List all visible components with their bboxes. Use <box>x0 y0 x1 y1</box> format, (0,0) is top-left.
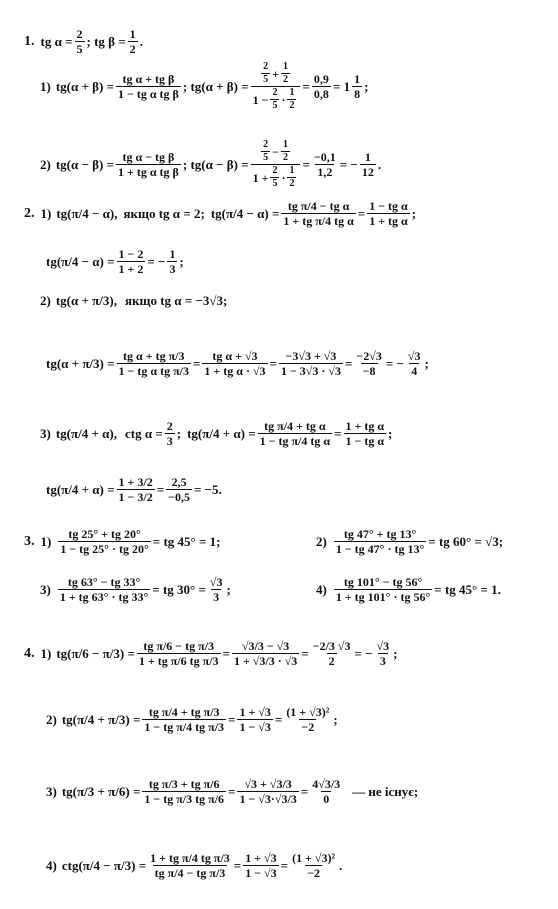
problem-3-item-3: 3) $\frac{tg 63^\circ - tg 33^\circ}{1 + tg 63^\circ \cdot tg 33^\circ}$ = tg 30° = $\frac{√3}{3}$ ; <box>40 575 231 604</box>
problem-4-item-1: 4. 1) tg(π/6 − π/3) = $\frac{\text{tg π/6 − tg π/3}}{\text{1 + tg π/6 tg π/3}}$ = $\frac{√3/3 - √3}{1 + √3/3 \cdot √3}$ = $\frac{-2/3 √3}{2}$ = − $\frac{√3}{3}$ ; <box>24 639 398 668</box>
fraction: $\frac{\text{tg π/4 + tg π/3}}{\text{1 − tg π/4 tg π/3}}$ <box>144 705 225 734</box>
fraction: $\frac{√3 + √3/3}{1 - √3\cdot√3/3}$ <box>239 777 297 806</box>
fraction: $\frac{tg 101^\circ - tg 56^\circ}{1 + tg 101^\circ \cdot tg 56^\circ}$ <box>335 575 431 604</box>
fraction: $\frac{4√3/3}{0}$ <box>312 777 341 806</box>
problem-3-item-2: 2) $\frac{tg 47^\circ + tg 13^\circ}{1 - tg 47^\circ \cdot tg 13^\circ}$ = tg 60° = √3; <box>316 527 504 556</box>
fraction: $\frac{tg 25^\circ + tg 20^\circ}{1 - tg 25^\circ \cdot tg 20^\circ}$ <box>60 527 149 556</box>
fraction: $\frac{-2/3 √3}{2}$ <box>312 639 351 668</box>
fraction: $\frac{0,9}{0,8}$ <box>313 72 329 101</box>
problem-4-item-4: 4) ctg(π/4 − π/3) = $\frac{\text{1 + tg π/4 tg π/3}}{\text{tg π/4 − tg π/3}}$ = $\frac{1 + √3}{1 - √3}$ = $\frac{\text{(1 + √3)²}}{-2}$ . <box>46 851 343 880</box>
fraction: $\frac{2}{5}$ <box>76 27 83 56</box>
problem-number: 4. <box>24 645 35 661</box>
fraction: $\frac{2}{3}$ <box>166 419 173 448</box>
fraction: $\frac{\text{tg π/3 + tg π/6}}{\text{1 − tg π/3 tg π/6}}$ <box>144 777 225 806</box>
fraction: $\frac{\text{(1 + √3)²}}{-2}$ <box>286 705 330 734</box>
fraction: $\frac{-0,1}{1,2}$ <box>313 150 336 179</box>
fraction: $\frac{-3√3 + √3}{1 - 3√3 \cdot √3}$ <box>280 349 341 378</box>
fraction: $\frac{1 - 2}{1 + 2}$ <box>118 247 144 276</box>
fraction: $\frac{\text{1 + tg π/4 tg π/3}}{\text{tg π/4 − tg π/3}}$ <box>150 851 230 880</box>
fraction: $\frac{\text{tg π/6 − tg π/3}}{\text{1 + tg π/6 tg π/3}}$ <box>138 639 219 668</box>
fraction: $\frac{√3}{3}$ <box>209 575 223 604</box>
problem-2-item-2-solution: tg(α + π/3) = $\frac{\text{tg α + tg π/3}}{\text{1 − tg α tg π/3}}$ = $\frac{\text{tg α + √3}}{\text{1 + tg α · √3}}$ = $\frac{-3√3 + √3}{1 - 3√3 \cdot √3}$ = $\frac{-2√3}{-8}$ = − $\frac{√3}{4}$ ; <box>46 349 429 378</box>
problem-number: 3. <box>24 533 35 549</box>
fraction: $\frac{-2√3}{-8}$ <box>356 349 382 378</box>
fraction: $\frac{\text{tg π/4 − tg α}}{\text{1 + tg π/4 tg α}}$ <box>283 199 354 228</box>
problem-3-item-4: 4) $\frac{tg 101^\circ - tg 56^\circ}{1 + tg 101^\circ \cdot tg 56^\circ}$ = tg 45° = 1. <box>316 575 501 604</box>
fraction: $\frac{\text{(1 + √3)²}}{-2}$ <box>292 851 336 880</box>
compound-fraction: $\frac{2}{5}$ + $\frac{1}{2}$ 1 − $\frac{2}{5}$ · $\frac{1}{2}$ <box>251 62 301 111</box>
fraction: $\frac{\text{1 + tg α}}{\text{1 − tg α}}$ <box>345 419 385 448</box>
problem-2-item-2: 2) tg(α + π/3), якщо tg α = −3√3; <box>40 293 228 308</box>
fraction: $\frac{\text{1 − tg α}}{\text{1 + tg α}}$ <box>369 199 408 228</box>
fraction: $\frac{tg 63^\circ - tg 33^\circ}{1 + tg 63^\circ \cdot tg 33^\circ}$ <box>59 575 149 604</box>
fraction: $\frac{1 + √3}{1 - √3}$ <box>245 851 277 880</box>
fraction: $\frac{\text{tg α − tg β}}{\text{1 + tg α tg β}}$ <box>118 150 179 179</box>
problem-number: 1. <box>24 33 35 49</box>
fraction: $\frac{1 + √3}{1 - √3}$ <box>239 705 271 734</box>
fraction: $\frac{√3}{3}$ <box>376 639 390 668</box>
problem-2-item-3: 3) tg(π/4 + α), ctg α = $\frac{2}{3}$ ; tg(π/4 + α) = $\frac{\text{tg π/4 + tg α}}{\text{1 − tg π/4 tg α}}$ = $\frac{\text{1 + tg α}}{\text{1 − tg α}}$ ; <box>40 419 393 448</box>
problem-2-item-1: 2. 1) tg(π/4 − α), якщо tg α = 2; tg(π/4 − α) = $\frac{\text{tg π/4 − tg α}}{\text{1 + tg π/4 tg α}}$ = $\frac{\text{1 − tg α}}{\text{1 + tg α}}$ ; <box>24 199 417 228</box>
fraction: $\frac{\text{tg α + tg β}}{\text{1 − tg α tg β}}$ <box>118 72 179 101</box>
fraction: $\frac{2,5}{-0,5}$ <box>168 475 190 504</box>
fraction: $\frac{√3}{4}$ <box>407 349 421 378</box>
problem-1-item-2: 2) tg(α − β) = $\frac{\text{tg α − tg β}}{\text{1 + tg α tg β}}$ ; tg(α − β) = $\frac{2}{5}$ − $\frac{1}{2}$ 1 + $\frac{2}{5}$ · $\frac{1}{2}$ = $\frac{-0,1}{1,2}$ = − $\frac{1}{12}$ . <box>40 139 382 189</box>
problem-1-statement: 1. tg α = $\frac{2}{5}$ ; tg β = $\frac{1}{2}$ . <box>24 27 143 56</box>
fraction: $\frac{1}{3}$ <box>169 247 176 276</box>
fraction: $\frac{\text{tg α + √3}}{\text{1 + tg α · √3}}$ <box>204 349 266 378</box>
fraction: $\frac{√3/3 - √3}{1 + √3/3 \cdot √3}$ <box>233 639 298 668</box>
fraction: $\frac{tg 47^\circ + tg 13^\circ}{1 - tg 47^\circ \cdot tg 13^\circ}$ <box>335 527 425 556</box>
fraction: $\frac{1}{2}$ <box>129 27 136 56</box>
problem-2-item-1-result: tg(π/4 − α) = $\frac{1 - 2}{1 + 2}$ = − $\frac{1}{3}$ ; <box>46 247 184 276</box>
fraction: $\frac{1}{12}$ <box>361 150 374 179</box>
fraction: $\frac{\text{tg π/4 + tg α}}{\text{1 − tg π/4 tg α}}$ <box>259 419 331 448</box>
fraction: $\frac{\text{tg α + tg π/3}}{\text{1 − tg α tg π/3}}$ <box>118 349 189 378</box>
compound-fraction: $\frac{2}{5}$ − $\frac{1}{2}$ 1 + $\frac{2}{5}$ · $\frac{1}{2}$ <box>251 140 301 189</box>
problem-4-item-3: 3) tg(π/3 + π/6) = $\frac{\text{tg π/3 + tg π/6}}{\text{1 − tg π/3 tg π/6}}$ = $\frac{√3 + √3/3}{1 - √3\cdot√3/3}$ = $\frac{4√3/3}{0}$ — не існує; <box>46 777 419 806</box>
fraction: $\frac{1 + 3/2}{1 - 3/2}$ <box>118 475 153 504</box>
problem-3-item-1: 3. 1) $\frac{tg 25^\circ + tg 20^\circ}{1 - tg 25^\circ \cdot tg 20^\circ}$ = tg 45° = 1; <box>24 527 221 556</box>
problem-1-item-1: 1) tg(α + β) = $\frac{\text{tg α + tg β}}{\text{1 − tg α tg β}}$ ; tg(α + β) = $\frac{2}{5}$ + $\frac{1}{2}$ 1 − $\frac{2}{5}$ · $\frac{1}{2}$ = $\frac{0,9}{0,8}$ = 1 $\frac{1}{8}$ ; <box>40 61 369 111</box>
fraction: $\frac{1}{8}$ <box>354 72 361 101</box>
problem-2-item-3-result: tg(π/4 + α) = $\frac{1 + 3/2}{1 - 3/2}$ = $\frac{2,5}{-0,5}$ = −5. <box>46 475 222 504</box>
problem-number: 2. <box>24 205 35 221</box>
problem-4-item-2: 2) tg(π/4 + π/3) = $\frac{\text{tg π/4 + tg π/3}}{\text{1 − tg π/4 tg π/3}}$ = $\frac{1 + √3}{1 - √3}$ = $\frac{\text{(1 + √3)²}}{-2}$ ; <box>46 705 338 734</box>
